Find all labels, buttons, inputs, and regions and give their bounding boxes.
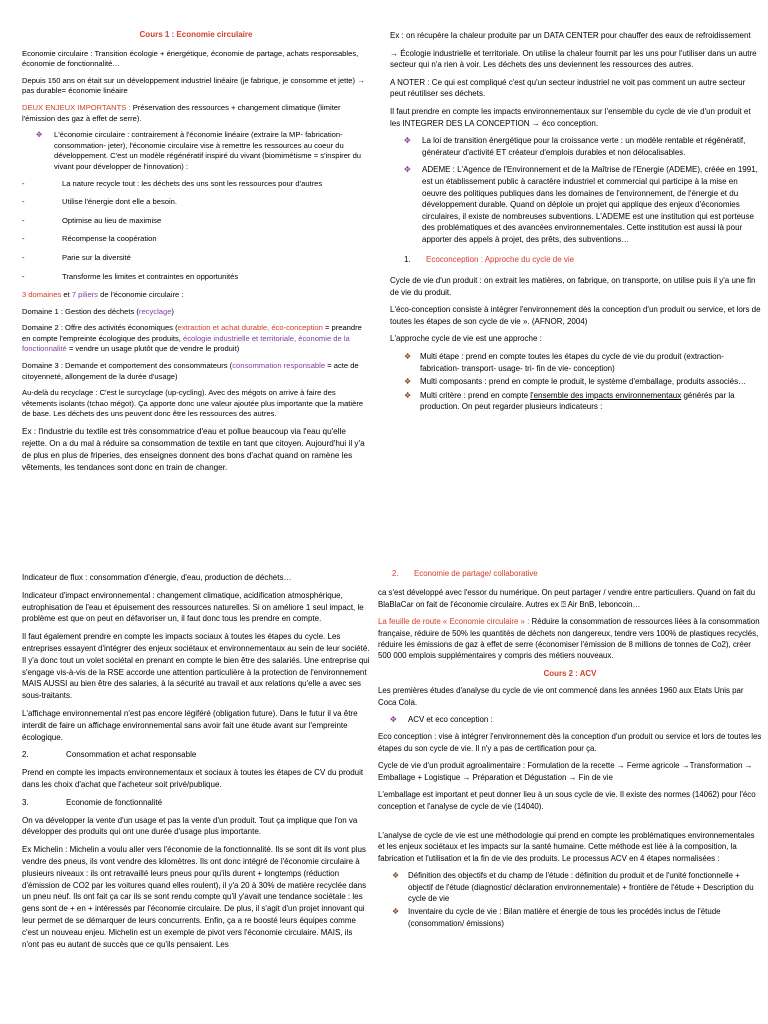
- sharing-economy-heading: 2. Economie de partage/ collaborative: [392, 569, 538, 578]
- diamond-bullet-icon: ❖: [404, 352, 412, 362]
- dash-marker: -: [22, 252, 25, 262]
- diamond-bullet-icon: ❖: [404, 377, 412, 387]
- dash-marker: -: [22, 178, 25, 188]
- page1-left-column: [22, 30, 370, 480]
- intro-paragraph: Economie circulaire : Transition écologie + énergétique, économie de partage, achats responsables, économie de fonctionnalité…: [22, 48, 359, 69]
- domain-1: Domaine 1 : Gestion des déchets (recyclage): [22, 306, 174, 316]
- sharing-economy-text: ca s'est développé avec l'essor du numérique. On peut partager / vendre entre particuliers. Quand on fait du BlaBlaCar on fait de l'économie circulaire. Autres ex ⍰ Air BnB, leboncoin…: [378, 588, 756, 609]
- environmental-labeling: L'affichage environnemental n'est pas encore légiféré (obligation future). Dans le futur il va être interdit de faire un affichage environnemental sans avoir fait une étude avant sur l'empreinte écologique.: [22, 708, 358, 742]
- responsible-purchase-heading: 2. Consommation et achat responsable: [22, 750, 197, 760]
- ademe-bullet: ✥ ADEME : L'Agence de l'Environnement et de la Maîtrise de l'Energie (ADEME), créée en 1991, est un établissement public à caractère industriel et commercial qui participe à la mise en oeuvre des politiques publiques dans les domaines de l'environnement, de l'énergie et du développement durable. Quand on déploie un projet qui applique des enjeux d'économies circulaires, il existe de nombreuses subventions. L'ADEME est une institution qui est porteuse des problématiques et des avancées environnementales. Cette institution est aussi là pour apporter des appels à projet, des prêts, des subventions…: [404, 165, 758, 244]
- social-impacts: Il faut également prendre en compte les impacts sociaux à toutes les étapes du cycle. Les entreprises essayent d'intégrer des enjeux sociétaux et environnementaux au sein de leur société. Il y'a donc tout un volet sociétal en prenant en compte le bien être des salariés. Une entreprise qui s'engage vis-à-vis de la RSE accorde une attention particulière à la protection de l'environnement MAIS AUSSI au bien être des salaries, à la sécurité au travail et aux relations qu'elle a avec ses sous-traitants.: [22, 632, 370, 701]
- life-cycle-definition: Cycle de vie d'un produit : on extrait les matières, on fabrique, on transporte, on utilise puis il y'a une fin de vie du produit.: [390, 276, 756, 297]
- book-bullet-icon: ✥: [390, 715, 397, 725]
- circular-economy-text: L'économie circulaire : contrairement à l'économie linéaire (extraire la MP- fabrication- consommation- jeter), l'économie circulaire vise à remettre les ressources au coeur du développement. C'est un modèle régénératif inspiré du vivant (biomimétisme = s'inspirer du vivant pour développer de l'innovation) :: [54, 130, 362, 171]
- responsible-purchase-text: Prend en compte les impacts environnementaux et sociaux à toutes les étapes de CV du produit dans les choix d'achat que l'acheteur soit privé/publique.: [22, 768, 364, 789]
- domain-3: Domaine 3 : Demande et comportement des consommateurs (consommation responsable = acte de citoyenneté, allongement de la durée d'usage): [22, 361, 359, 381]
- circular-economy-bullet: [22, 130, 370, 172]
- industrial-ecology: → Écologie industrielle et territoriale. On utilise la chaleur fournit par les uns pour l'utiliser dans un autre secteur qui n'a rien à voir. Les déchets des uns deviennent les ressources des autres.: [390, 48, 757, 70]
- michelin-example: Ex Michelin : Michelin a voulu aller vers l'économie de la fonctionnalité. Ils se sont dit ils vont plus vendre des pneus, ils vont vendre des kilomètres. Ils ont donc intégré de l'économie circulaire à plusieurs niveaux : ils ont retravaillé leurs pneus pour qu'ils durent + longtemps (réduction d'émission de CO2 par les voitures quand elles roulent), il y'a 20 à 30% de matière recyclée dans un pneu neuf. Ils ont fait ça car ils se sont rendu compte qu'il y'avait une tendance sociétale : les gens sont de + en + intéressés par l'économie circulaire. De plus, il s'agit d'un projet innovant qui leur permet de se démarquer de leurs concurrents. Enfin, ça a re boosté leurs équipes comme c'est un nouveau enjeu. Michelin est un exemple de pivot vers l'économie circulaire. MAIS, ils n'ont pas eu autant de succès que ce qu'ils pensaient. Les: [22, 845, 367, 949]
- dash-marker: -: [22, 234, 25, 244]
- nature-principle: - Transforme les limites et contraintes en opportunités: [22, 271, 239, 281]
- diamond-bullet-icon: ❖: [392, 871, 400, 881]
- textile-example: Ex : l'industrie du textile est très consommatrice d'eau et pollue beaucoup via l'eau qu'elle rejette. On a du mal à réduire sa consommation de textile en tant que citoyen. Aujourd'hui il y'a de plus en plus de friperies, des enseignes donnent des bons d'achat quand on ramène les vêtements, les tendances sont donc en train de changer.: [22, 427, 365, 473]
- page1-right-column: [390, 30, 762, 419]
- nature-principle: - Parie sur la diversité: [22, 252, 131, 262]
- stakes-paragraph: [22, 103, 370, 124]
- book-bullet-icon: ✥: [404, 136, 411, 146]
- lca-step-1: ❖ Définition des objectifs et du champ de l'étude : définition du produit et de l'unité fonctionnelle + objectif de l'étude (diagnostic/ déclaration environnementale) + frontière de l'étude + Description du cycle de vie: [392, 871, 754, 903]
- page2-left-column: [22, 572, 370, 956]
- packaging-paragraph: L'emballage est important et peut donner lieu à un sous cycle de vie. Il existe des normes (14062) pour l'éco conception et l'analyse de cycle de vie (14040).: [378, 790, 756, 811]
- stakes-label: DEUX ENJEUX IMPORTANTS :: [22, 102, 131, 112]
- dash-marker: -: [22, 215, 25, 225]
- roadmap-paragraph: La feuille de route « Economie circulaire » : Réduire la consommation de ressources liées à la consommation française, réduire de 50% les quantités de déchets non dangereux, tendre vers 100% de plastiques recyclés, réduire les émissions de gaz à effet de serre (économiser l'émission de 8 millions de tonnes de Co2), créer 500 000 emplois supplémentaires y compris des métiers nouveaux.: [378, 617, 760, 661]
- note-paragraph: A NOTER : Ce qui est compliqué c'est qu'un secteur industriel ne voit pas comment un autre secteur peut réutiliser ses déchets.: [390, 77, 746, 99]
- book-bullet-icon: ✥: [36, 130, 43, 140]
- nature-principle: - Utilise l'énergie dont elle a besoin.: [22, 197, 178, 207]
- lca-analysis: L'analyse de cycle de vie est une méthodologie qui prend en compte les problématiques environnementales et les enjeux sociétaux et les impacts sur la santé humaine. Cette méthode est liée à la composition, la fabrication et l'utilisation et la fin de vie des produits. Le processus ACV en 4 étapes normalisées :: [378, 830, 755, 863]
- ecodesign-heading: 1. Ecoconception : Approche du cycle de vie: [404, 254, 575, 264]
- law-bullet: ✥ La loi de transition énergétique pour la croissance verte : un modèle rentable et régénératif, générateur d'activité ET créateur d'emplois durables et non délocalisables.: [404, 136, 746, 157]
- nature-principle: - La nature recycle tout : les déchets des uns sont les ressources pour d'autres: [22, 178, 323, 188]
- acv-ecodesign-bullet: ✥ ACV et eco conception :: [390, 715, 493, 725]
- diamond-bullet-icon: ❖: [392, 907, 400, 917]
- first-studies: Les premières études d'analyse du cycle de vie ont commencé dans les années 1960 aux Etats Unis par Coca Cola.: [378, 686, 744, 707]
- stakes-text: Préservation des ressources + changement climatique (limiter l'émission des gaz à effet de serre).: [22, 102, 341, 123]
- page2-right-column: [378, 568, 762, 935]
- nature-principle: - Optimise au lieu de maximise: [22, 215, 162, 225]
- course-2-title: Cours 2 : ACV: [543, 668, 597, 678]
- dash-marker: -: [22, 197, 25, 207]
- ecodesign-definition: L'éco-conception consiste à intégrer l'environnement dès la conception d'un produit ou service, et lors de toutes les étapes de son cycle de vie ». (AFNOR, 2004): [390, 305, 761, 326]
- domains-heading: 3 domaines et 7 piliers de l'économie circulaire :: [22, 290, 184, 300]
- domain-2: Domaine 2 : Offre des activités économiques (extraction et achat durable, éco-conception = preandre en compte l'empreinte écologique des produits, écologie industrielle et territoriale, économie de la fonctionnalité = vendre un usage plutôt que de vendre le produit): [22, 323, 362, 354]
- nature-principle: - Récompense la coopération: [22, 234, 157, 244]
- multi-component-item: ❖ Multi composants : prend en compte le produit, le système d'emballage, produits associés…: [404, 377, 747, 387]
- lca-step-2: ❖ Inventaire du cycle de vie : Bilan matière et énergie de tous les procédés inclus de l'étude (consommation/ émissions): [392, 907, 721, 928]
- dash-marker: -: [22, 271, 25, 281]
- data-center-example: Ex : on récupère la chaleur produite par un DATA CENTER pour chauffer des eaux de refroidissement: [390, 31, 751, 40]
- approach-intro: L'approche cycle de vie est une approche :: [390, 334, 542, 344]
- course-title: Cours 1 : Economie circulaire: [139, 30, 253, 39]
- multi-step-item: ❖ Multi étape : prend en compte toutes les étapes du cycle de vie du produit (extraction- fabrication- transport- usage- tri- fin de vie- conception): [404, 352, 724, 373]
- multi-criteria-item: ❖ Multi critère : prend en compte l'ensemble des impacts environnementaux générés par la production. On peut regarder plusieurs indicateurs :: [404, 390, 735, 412]
- functionality-economy-text: On va développer la vente d'un usage et pas la vente d'un produit. Tout ça implique que l'on va développer des produits qui ont une durée d'usage plus importante.: [22, 815, 358, 837]
- ecodesign-definition-2: Eco conception : vise à intégrer l'environnement dès la conception d'un produit ou service et lors de toutes les étapes du son cycle de vie. Il n'y a pas de certification pour ça.: [378, 732, 762, 753]
- linear-economy-paragraph: Depuis 150 ans on était sur un développement industriel linéaire (je fabrique, je consomme et jette) → pas durable= économie linéaire: [22, 75, 365, 96]
- diamond-bullet-icon: ❖: [404, 390, 412, 400]
- impacts-paragraph: Il faut prendre en compte les impacts environnementaux sur l'ensemble du cycle de vie d'un produit et les INTEGRER DES LA CONCEPTION → éco conception.: [390, 106, 751, 128]
- agrifood-life-cycle: Cycle de vie d'un produit agroalimentaire : Formulation de la recette → Ferme agricole →Transformation → Emballage + Logistique → Préparation et Dégustation → Fin de vie: [378, 761, 753, 782]
- book-bullet-icon: ✥: [404, 165, 411, 175]
- functionality-economy-heading: 3. Economie de fonctionnalité: [22, 797, 163, 807]
- upcycling-paragraph: Au-delà du recyclage : C'est le surcyclage (up-cycling). Avec des mégots on arrive à faire des vêtements isolants (tchao mégot). Ça apporte donc une valeur ajoutée plus importante que la matière de base. Les déchets des uns peuvent donc être les ressources des autres.: [22, 388, 364, 419]
- flow-indicator: Indicateur de flux : consommation d'énergie, d'eau, production de déchets…: [22, 573, 292, 582]
- impact-indicator: Indicateur d'impact environnemental : changement climatique, acidification atmosphérique, eutrophisation de l'eau et épuisement des ressources naturelles. Si on améliore 1 seul impact, le problème est que on peut en défavoriser un, il faut donc tous les prendre en compte.: [22, 590, 364, 624]
